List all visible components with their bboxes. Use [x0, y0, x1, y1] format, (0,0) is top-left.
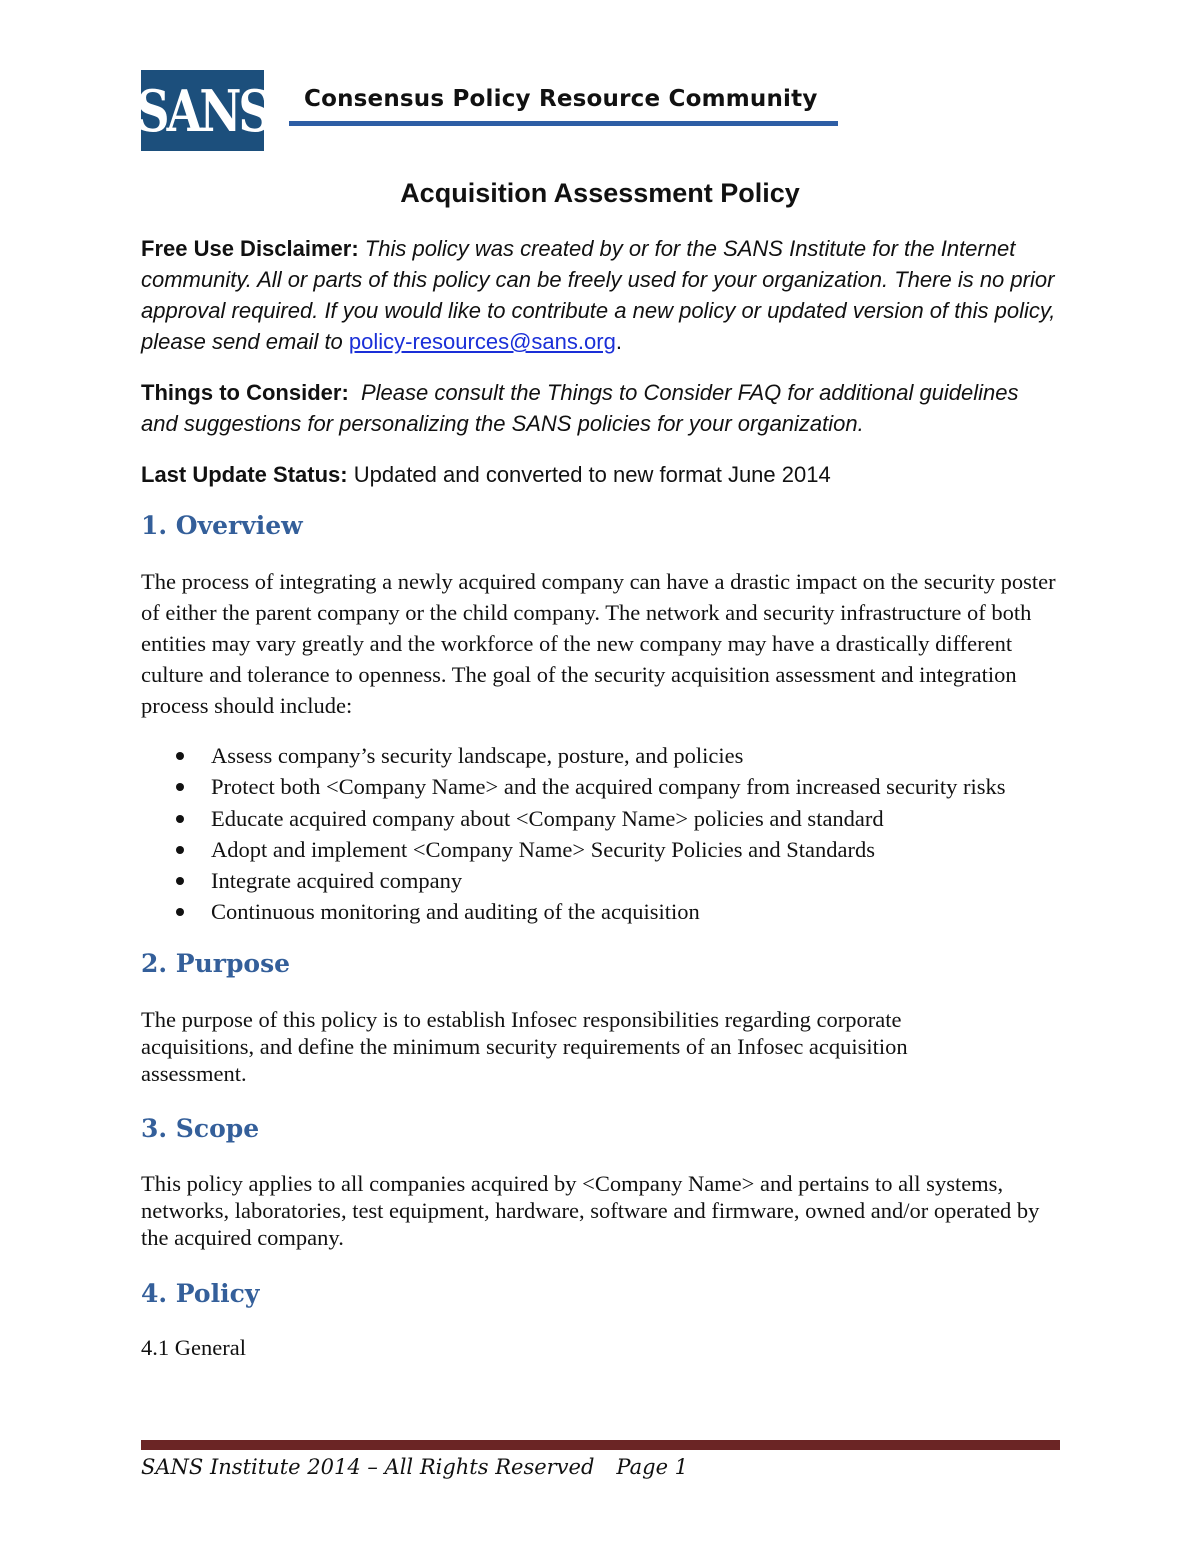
list-item: Adopt and implement <Company Name> Security Policies and Standards [141, 834, 1006, 865]
disclaimer-paragraph [141, 233, 1061, 357]
list-item: Protect both <Company Name> and the acquired company from increased security risks [141, 771, 1006, 802]
disclaimer-label: Free Use Disclaimer: [141, 236, 359, 261]
bullet-icon [176, 846, 184, 854]
list-item: Educate acquired company about <Company Name> policies and standard [141, 803, 1006, 834]
scope-heading: 3. Scope [141, 1114, 260, 1143]
overview-text: The process of integrating a newly acquired company can have a drastic impact on the security poster of either the parent company or the child company. The network and security infrastructure of both entities may vary greatly and the workforce of the new company may have a drastically different culture and tolerance to openness. The goal of the security acquisition assessment and integration process should include: [141, 569, 1056, 718]
list-item: Continuous monitoring and auditing of the acquisition [141, 896, 1006, 927]
document-title: Acquisition Assessment Policy [400, 178, 800, 208]
bullet-icon [176, 815, 184, 823]
consider-text: Please consult the Things to Consider FAQ for additional guidelines and suggestions for personalizing the SANS policies for your organization. [141, 380, 1019, 436]
disclaimer-text: This policy was created by or for the SANS Institute for the Internet community. All or parts of this policy can be freely used for your organization. There is no prior approval required. If you would like to contribute a new policy or updated version of this policy, please send email to [141, 236, 1056, 354]
list-item: Assess company’s security landscape, posture, and policies [141, 740, 1006, 771]
bullet-icon [176, 752, 184, 760]
email-link[interactable]: policy-resources@sans.org [348, 329, 616, 354]
policy-subsection: 4.1 General [141, 1335, 246, 1360]
list-item: Integrate acquired company [141, 865, 1006, 896]
disclaimer-end: . [615, 329, 622, 354]
status-label: Last Update Status: [141, 462, 348, 487]
scope-text: This policy applies to all companies acquired by <Company Name> and pertains to all systems, networks, laboratories, test equipment, hardware, software and firmware, owned and/or operated by the acquired company. [141, 1171, 1040, 1250]
footer [141, 1455, 688, 1479]
bullet-icon [176, 783, 184, 791]
purpose-heading: 2. Purpose [141, 949, 291, 978]
status-paragraph [141, 459, 1061, 490]
consider-label: Things to Consider: [141, 380, 349, 405]
status-text: Updated and converted to new format June 2014 [353, 462, 831, 487]
bullet-icon [176, 908, 184, 916]
page-number: Page 1 [616, 1455, 689, 1479]
overview-bullet-list [141, 740, 1006, 928]
footer-rule [141, 1440, 1060, 1450]
footer-copyright: SANS Institute 2014 – All Rights Reserved [141, 1455, 595, 1479]
bullet-icon [176, 877, 184, 885]
policy-heading: 4. Policy [141, 1279, 260, 1308]
header-title: Consensus Policy Resource Community [304, 86, 818, 112]
sans-logo [136, 70, 269, 151]
consider-paragraph [141, 377, 1061, 439]
overview-heading: 1. Overview [141, 511, 303, 540]
logo-text: SANS [136, 76, 269, 145]
header-rule [289, 121, 838, 126]
purpose-text: The purpose of this policy is to establish Infosec responsibilities regarding corporate acquisitions, and define the minimum security requirements of an Infosec acquisition assessment. [141, 1007, 908, 1086]
